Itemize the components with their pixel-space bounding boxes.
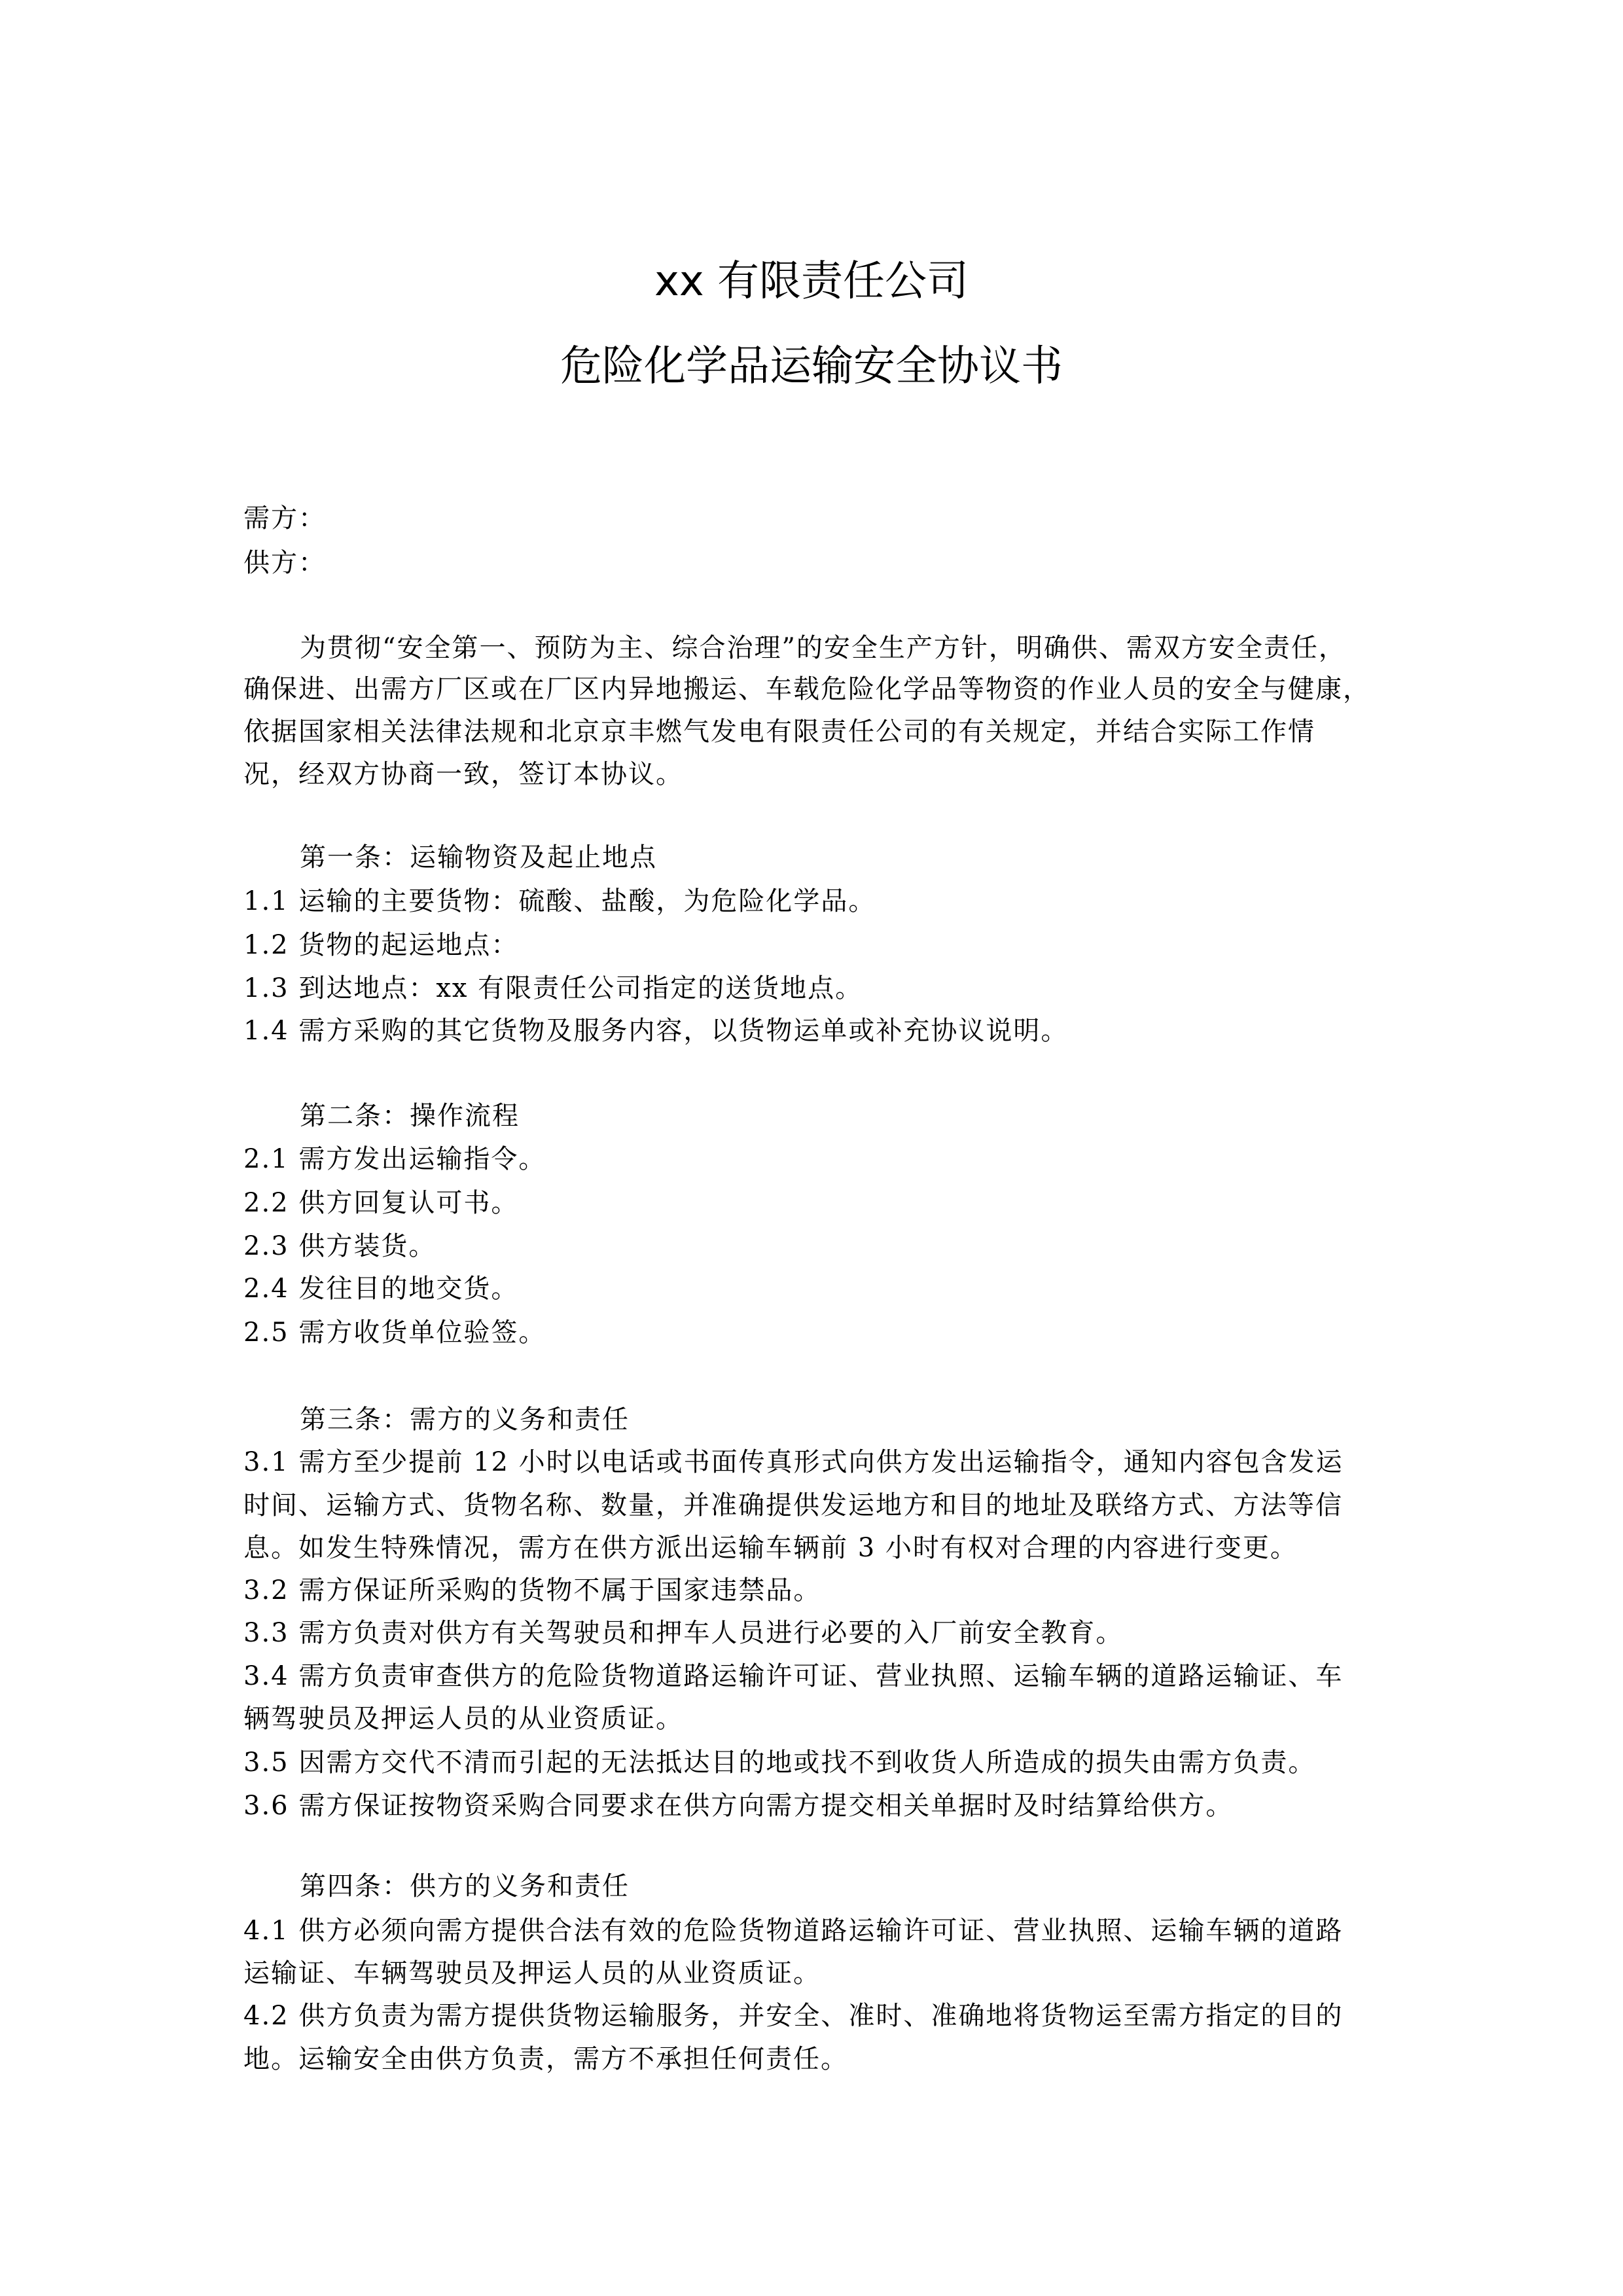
clause-line: 3.4 需方负责审查供方的危险货物道路运输许可证、营业执照、运输车辆的道路运输证、车 xyxy=(243,1661,1344,1691)
section-heading: 第三条：需方的义务和责任 xyxy=(300,1405,630,1435)
preamble-line: 为贯彻“安全第一、预防为主、综合治理”的安全生产方针，明确供、需双方安全责任， xyxy=(300,633,1346,663)
clause-line: 辆驾驶员及押运人员的从业资质证。 xyxy=(243,1704,683,1734)
clause-line: 运输证、车辆驾驶员及押运人员的从业资质证。 xyxy=(243,1958,821,1988)
section-heading: 第一条：运输物资及起止地点 xyxy=(300,842,657,872)
clause-line: 3.6 需方保证按物资采购合同要求在供方向需方提交相关单据时及时结算给供方。 xyxy=(243,1791,1234,1821)
clause-line: 1.2 货物的起运地点： xyxy=(243,930,519,960)
clause-line: 2.5 需方收货单位验签。 xyxy=(243,1318,546,1348)
clause-line: 4.2 供方负责为需方提供货物运输服务，并安全、准时、准确地将货物运至需方指定的目的 xyxy=(243,2001,1344,2031)
document-title: 危险化学品运输安全协议书 xyxy=(560,342,1063,391)
clause-line: 时间、运输方式、货物名称、数量，并准确提供发运地方和目的地址及联络方式、方法等信 xyxy=(243,1490,1343,1520)
preamble-line: 确保进、出需方厂区或在厂区内异地搬运、车载危险化学品等物资的作业人员的安全与健康， xyxy=(243,674,1370,704)
section-heading: 第二条：操作流程 xyxy=(300,1101,520,1131)
clause-line: 4.1 供方必须向需方提供合法有效的危险货物道路运输许可证、营业执照、运输车辆的道路 xyxy=(243,1916,1344,1946)
clause-line: 2.2 供方回复认可书。 xyxy=(243,1188,519,1218)
demand-party-label: 需方： xyxy=(243,503,326,533)
clause-line: 息。如发生特殊情况，需方在供方派出运输车辆前 3 小时有权对合理的内容进行变更。 xyxy=(243,1533,1298,1563)
section-heading: 第四条：供方的义务和责任 xyxy=(300,1871,630,1901)
clause-line: 1.3 到达地点：xx 有限责任公司指定的送货地点。 xyxy=(243,973,863,1003)
clause-line: 2.4 发往目的地交货。 xyxy=(243,1274,519,1304)
clause-line: 3.1 需方至少提前 12 小时以电话或书面传真形式向供方发出运输指令，通知内容包含发运 xyxy=(243,1447,1344,1477)
clause-line: 1.1 运输的主要货物：硫酸、盐酸，为危险化学品。 xyxy=(243,886,876,916)
clause-line: 3.2 需方保证所采购的货物不属于国家违禁品。 xyxy=(243,1575,821,1605)
preamble-line: 依据国家相关法律法规和北京京丰燃气发电有限责任公司的有关规定，并结合实际工作情 xyxy=(243,717,1315,747)
clause-line: 1.4 需方采购的其它货物及服务内容，以货物运单或补充协议说明。 xyxy=(243,1016,1069,1046)
company-title: xx 有限责任公司 xyxy=(654,257,969,306)
clause-line: 3.5 因需方交代不清而引起的无法抵达目的地或找不到收货人所造成的损失由需方负责。 xyxy=(243,1748,1316,1778)
clause-line: 地。运输安全由供方负责，需方不承担任何责任。 xyxy=(243,2044,848,2074)
clause-line: 2.1 需方发出运输指令。 xyxy=(243,1144,546,1174)
supply-party-label: 供方： xyxy=(243,548,326,578)
preamble-line: 况，经双方协商一致，签订本协议。 xyxy=(243,759,683,789)
clause-line: 3.3 需方负责对供方有关驾驶员和押车人员进行必要的入厂前安全教育。 xyxy=(243,1618,1124,1648)
clause-line: 2.3 供方装货。 xyxy=(243,1231,437,1261)
